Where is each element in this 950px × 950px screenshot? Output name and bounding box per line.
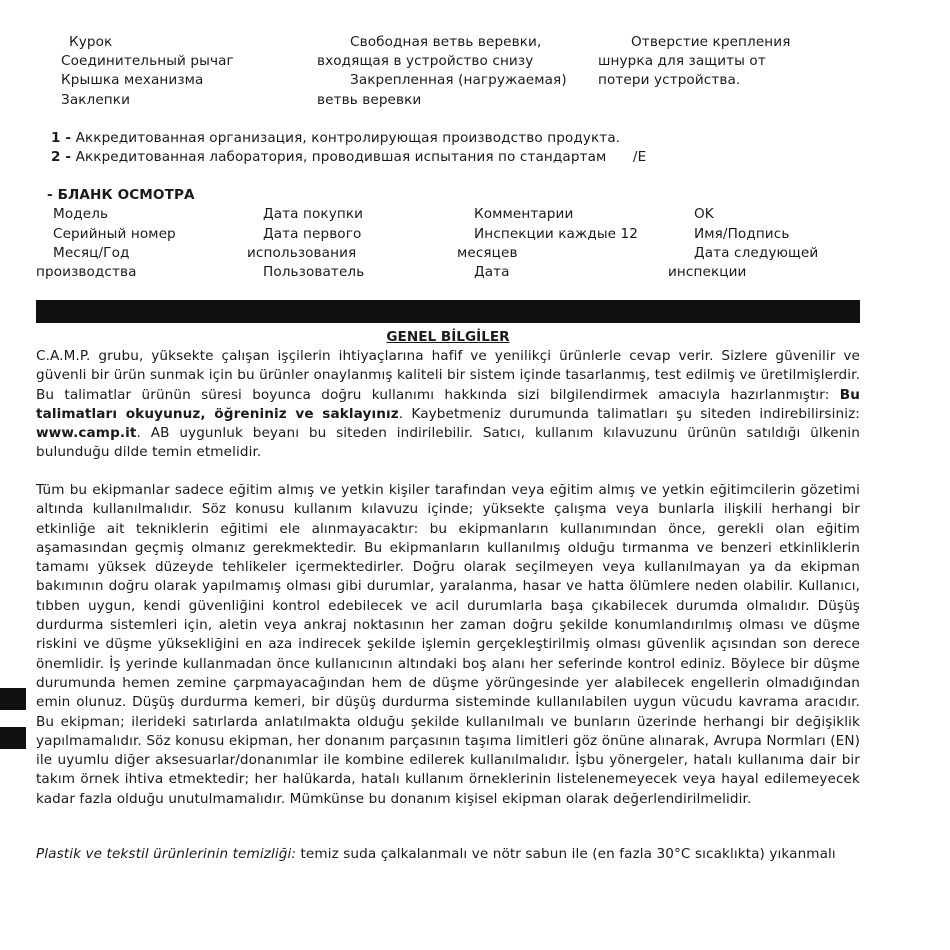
inspection-field: Инспекции каждые 12 xyxy=(474,226,639,242)
legend-item: Отверстие крепления xyxy=(631,34,791,50)
inspection-field: инспекции xyxy=(668,264,747,280)
section-heading: GENEL BİLGİLER xyxy=(386,329,510,345)
note-number: 2 - xyxy=(51,149,72,165)
paragraph-text: . Kaybetmeniz durumunda talimatları şu siteden indirebilirsiniz: xyxy=(398,405,860,422)
note-text: Аккредитованная организация, контролирующая производство продукта. xyxy=(75,130,621,146)
paragraph-bold: Bu talimatları okuyunuz, öğreniniz ve saklayınız xyxy=(36,386,860,422)
paragraph-usage: Tüm bu ekipmanlar sadece eğitim almış ve yetkin kişiler tarafından veya eğitim almış ve yetkin eğitimcilerin gözetimi altında kullanılmalıdır. Söz konusu kullanım kılavuzu içinde; yüksekte çalışma veya bunlarla ilişkili herhangi bir etkinliğe ait tekniklerin eğitimi ele alınmayacaktır: bu ekipmanların kullanımından önce, gerekli olan eğitim aşamasından geçmiş olmanız gerekmektedir. Bu ekipmanların kullanılmış olduğu tırmanma ve benzeri etkinliklerin tamamı yüksek düzeyde tehlikeler içermektedirler. Doğru olarak seçilmeyen veya kullanılmayan ya da ekipman bakımının doğru olarak yapılmamış olması gibi durumlar, yaralanma, hasar ve hatta ölümlere neden olabilir. Kullanıcı, tıbben uygun, kendi güvenliğini kontrol edebilecek ve acil durumlarla başa çıkabilecek durumda olmalıdır. Düşüş durdurma sistemleri için, aletin veya ankraj noktasının her zaman doğru şekilde konumlandırılmış olması ve düşme riskini ve düşme yüksekliğini en aza indirecek şekilde işlemin gerçekleştirilmiş olması güvenlik açısından son derece önemlidir. İş yerinde kullanmadan önce kullanıcının altındaki boş alanı her seferinde kontrol ediniz. Böylece bir düşme durumunda hemen zemine çarpmayacağından hem de düşme yörüngesinde yer alabilecek engellerin olmadığından emin olunuz. Düşüş durdurma kemeri, bir düşüş durdurma sisteminde kullanılabilen uygun vücudu kavrama aracıdır. Bu ekipman; ilerideki satırlarda anlatılmakta olduğu şekilde kullanılmalı ve bunların üzerinde herhangi bir değişiklik yapılmamalıdır. Söz konusu ekipman, her donanım parçasının taşıma limitleri göz önüne alınarak, Avrupa Normları (EN) ile uyumlu diğer aksesuarlar/donanımlar ile kombine edilerek kullanılmalıdır. İşbu yönergeler, hatalı kullanıma dair bir takım örnek ihtiva etmektedir; her halükarda, hatalı kullanım örneklerinin listelenemeyecek veya hayal edilemeyecek kadar fazla olduğu unutulmamalıdır. Mümkünse bu donanım kişisel ekipman olarak değerlendirilmelidir. xyxy=(36,482,860,807)
inspection-field: OK xyxy=(694,206,714,222)
inspection-field: месяцев xyxy=(457,245,518,261)
inspection-field: Комментарии xyxy=(474,206,574,222)
legend-item: Заклепки xyxy=(61,92,131,108)
note-text: Аккредитованная лаборатория, проводившая испытания по стандартам /Е xyxy=(75,149,647,165)
paragraph-text: temiz suda çalkalanmalı ve nötr sabun ile (en fazla 30°C sıcaklıkta) yıkanmalı xyxy=(296,846,836,862)
inspection-field: производства xyxy=(36,264,137,280)
paragraph-text: . AB uygunluk beyanı bu siteden indirilebilir. Satıcı, kullanım kılavuzunu ürünün satıldığı ülkenin bulunduğu dilde temin etmelidir. xyxy=(36,425,860,461)
legend-item: Крышка механизма xyxy=(61,72,204,88)
legend-item: Свободная ветвь веревки, xyxy=(350,34,542,50)
inspection-field: Месяц/Год xyxy=(53,245,130,261)
inspection-field: использования xyxy=(247,245,357,261)
inspection-field: Серийный номер xyxy=(53,226,176,242)
inspection-field: Имя/Подпись xyxy=(694,226,790,242)
legend-item: Курок xyxy=(69,34,113,50)
paragraph-cleaning xyxy=(36,845,860,864)
page-thumb-tab xyxy=(0,688,26,710)
inspection-field: Дата покупки xyxy=(263,206,364,222)
website-link: www.camp.it xyxy=(36,425,137,442)
note-number: 1 - xyxy=(51,130,72,146)
section-divider-bar xyxy=(36,300,860,323)
legend-item: потери устройства. xyxy=(598,72,741,88)
legend-item: ветвь веревки xyxy=(317,92,422,108)
inspection-field: Дата xyxy=(474,264,510,280)
inspection-field: Дата первого xyxy=(263,226,362,242)
paragraph-italic: Plastik ve tekstil ürünlerinin temizliği: xyxy=(36,846,297,862)
note-item xyxy=(51,148,646,167)
page-thumb-tab xyxy=(0,727,26,749)
legend-item: входящая в устройство снизу xyxy=(317,53,534,69)
inspection-field: Пользователь xyxy=(263,264,365,280)
legend-item: Закрепленная (нагружаемая) xyxy=(350,72,567,88)
paragraph-intro xyxy=(36,347,860,463)
inspection-field: Дата следующей xyxy=(694,245,819,261)
paragraph-text: C.A.M.P. grubu, yüksekte çalışan işçilerin ihtiyaçlarına hafif ve yenilikçi ürünlerle cevap verir. Sizlere güvenilir ve güvenli bir ürün sunmak için bu ürünler onaylanmış kaliteli bir sistem içinde tasarlanmış, test edilmiş ve üretilmişlerdir. Bu talimatlar ürünün süresi boyunca doğru kullanımı hakkında sizi bilgilendirmek amacıyla hazırlanmıştır: xyxy=(36,348,860,403)
inspection-title: - БЛАНК ОСМОТРА xyxy=(47,187,195,203)
note-item xyxy=(51,129,620,148)
legend-item: шнурка для защиты от xyxy=(598,53,766,69)
legend-item: Соединительный рычаг xyxy=(61,53,234,69)
inspection-field: Модель xyxy=(53,206,109,222)
